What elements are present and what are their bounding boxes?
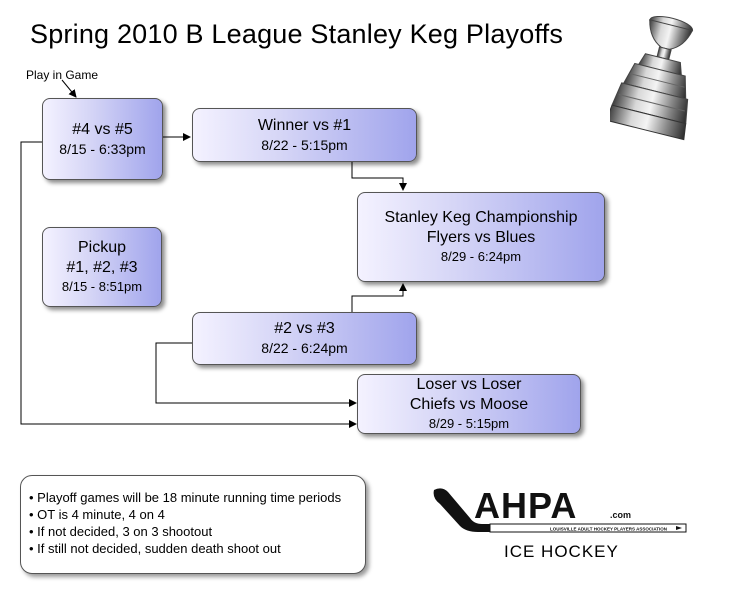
- game-time: 8/15 - 6:33pm: [59, 140, 146, 157]
- logo-subtitle: ICE HOCKEY: [504, 542, 619, 561]
- callout-arrow: [62, 80, 76, 97]
- rule-item: • Playoff games will be 18 minute running time periods: [29, 490, 342, 505]
- game-box-play-in: [42, 98, 163, 180]
- logo-domain: .com: [610, 510, 632, 520]
- rules-notes: [20, 475, 366, 574]
- game-time: 8/22 - 6:24pm: [261, 340, 348, 356]
- game-time: 8/22 - 5:15pm: [261, 136, 348, 153]
- game-box-pickup: [42, 227, 162, 307]
- game-box-loser-vs-loser: [357, 374, 581, 434]
- logo-tagline: LOUISVILLE ADULT HOCKEY PLAYERS ASSOCIATION: [550, 526, 668, 532]
- game-box-2-vs-3: [192, 312, 417, 365]
- connector-winner-to-championship: [352, 162, 403, 190]
- game-time: 8/29 - 5:15pm: [428, 416, 510, 431]
- game-matchup: Flyers vs Blues: [426, 229, 536, 246]
- game-box-winner-vs-1: [192, 108, 417, 162]
- game-matchup: Winner vs #1: [257, 116, 352, 134]
- game-title: Pickup: [77, 239, 127, 256]
- page-title: Spring 2010 B League Stanley Keg Playoffs: [30, 19, 564, 49]
- connector-2v3-to-championship: [352, 284, 403, 312]
- logo-name: AHPA: [474, 485, 578, 526]
- game-title: Stanley Keg Championship: [384, 209, 578, 226]
- game-time: 8/15 - 8:51pm: [61, 279, 143, 294]
- game-matchup: #1, #2, #3: [66, 259, 138, 276]
- game-matchup: #4 vs #5: [72, 120, 133, 138]
- ahpa-logo: [430, 480, 695, 542]
- rule-item: • OT is 4 minute, 4 on 4: [29, 507, 165, 522]
- rule-item: • If not decided, 3 on 3 shootout: [29, 524, 213, 539]
- trophy-icon: [610, 8, 710, 148]
- game-matchup: #2 vs #3: [274, 320, 335, 337]
- game-box-championship: [357, 192, 605, 282]
- play-in-callout: Play in Game: [26, 68, 99, 82]
- rule-item: • If still not decided, sudden death shoot out: [29, 541, 281, 556]
- game-time: 8/29 - 6:24pm: [440, 249, 522, 264]
- game-matchup: Chiefs vs Moose: [409, 396, 529, 413]
- game-title: Loser vs Loser: [416, 376, 522, 393]
